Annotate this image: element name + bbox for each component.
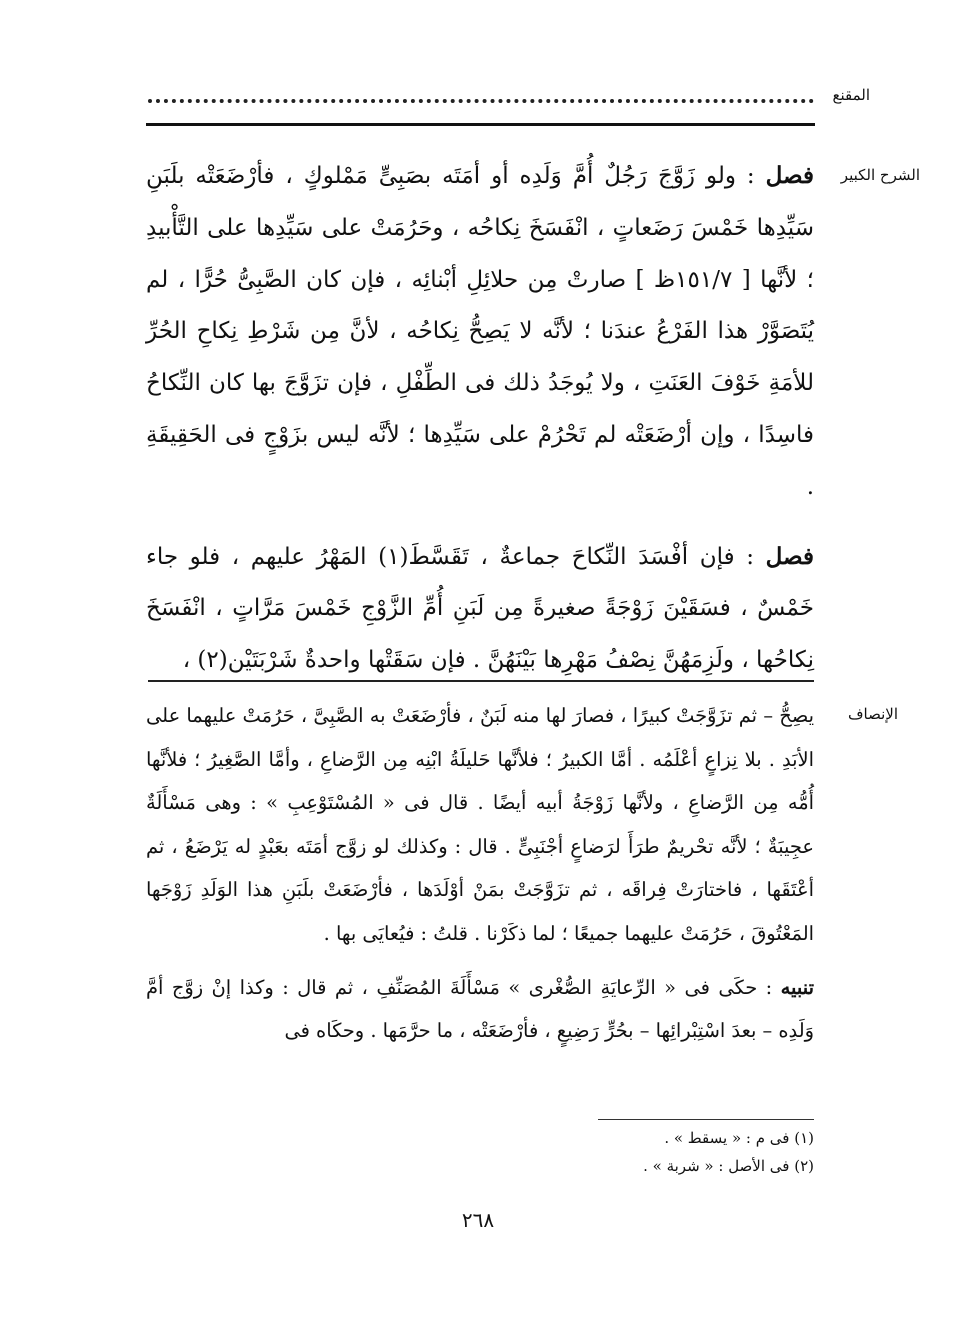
paragraph-text: : ولو زَوَّجَ رَجُلٌ أُمَّ وَلَدِه أو أمَتَه بصَبِىٍّ مَمْلوكٍ ، فأرْضَعَتْه بلَبَنِ سَيِّدِها خَمْسَ رَضَعاتٍ ، انْفَسَخَ نِكاحُه ، وحَرُمَتْ على سَيِّدِها على التَّأْبيدِ ؛ لأنَّها [ ١٥١/٧ظ ] صارتْ مِن حلائِلِ أبْنائِه ، فإن كان الصَّبِىُّ حُرًّا ، لم يُتَصَوَّرْ هذا الفَرْعُ عندَنا ؛ لأنَّه لا يَصِحُّ نِكاحُه ، لأنَّ مِن شَرْطِ نِكاحِ الحُرِّ للأمَةِ خَوْفَ العَنَتِ ، ولا يُوجَدُ ذلك فى الطِّفْلِ ، فإن تزَوَّجَ بها كان النِّكاحُ فاسِدًا ، وإن أرْضَعَتْه لم تَحْرُمْ على سَيِّدِها ؛ لأنَّه ليس بزَوْجٍ فى الحَقِيقَةِ . — [146, 163, 814, 500]
section-heading: فصل — [765, 162, 814, 189]
running-header-title: المقنع — [832, 86, 870, 104]
side-label-sharh: الشرح الكبير — [840, 166, 920, 184]
footnote-rule — [598, 1119, 814, 1120]
side-label-insaf: الإنصاف — [847, 705, 898, 723]
insaf-paragraph-1: يصِحُّ – ثم تزَوَّجَتْ كبيرًا ، فصارَ لها منه لَبَنٌ ، فأرْضَعَتْ به الصَّبِىَّ ، حَرُمَتْ عليهما على الأبَدِ . بلا نِزاعٍ أعْلَمُه . أمَّا الكبيرُ ؛ فلأنَّها حَليلَةُ ابْنِه مِن الرَّضاعِ ، وأمَّا الصَّغِيرُ ؛ فلأنَّها أُمُّه مِن الرَّضاعِ ، ولأنَّها زَوْجَةُ أبيه أيضًا . قال فى « المُسْتَوْعِبِ » : وهى مَسْأَلَةٌ عجِيبَةٌ ؛ لأنَّه تحْريمٌ طرَأَ لرَضاعٍ أجْنَبِىٍّ . قال : وكذلك لو زوَّج أمَتَه بعَبْدٍ له يَرْضَعُ ، ثم أعْتَقَها ، فاختارَتْ فِراقَه ، ثم تزَوَّجَتْ بمَنْ أوْلَدَها ، فأرْضَعَتْ بلَبَنِ هذا الوَلَدِ زَوْجَها المَعْتُوقَ ، حَرُمَتْ عليهما جميعًا ؛ لما ذكَرْنا . قلتُ : فيُعايَى بها . — [146, 704, 814, 945]
page-number: ٢٦٨ — [461, 1208, 495, 1232]
section-heading: فصل — [765, 542, 814, 570]
paragraph-text: : فإن أفْسَدَ النِّكاحَ جماعةٌ ، تَقَسَّطَ(١) المَهْرُ عليهم ، فلو جاء خَمْسٌ ، فسَقَيْنَ زَوْجَةً صغيرةً مِن لَبَنِ أُمِّ الزَّوْجِ خَمْسَ مَرَّاتٍ ، انْفَسَخَ نِكاحُها ، ولَزِمَهُنَّ نِصْفُ مَهْرِها بَيْنَهُنَّ . فإن سَقَتْها واحدةٌ شَرْبَتَيْن(٢) ، — [146, 543, 814, 674]
main-paragraph-1 — [146, 150, 814, 514]
insaf-paragraph-2 — [146, 966, 814, 1053]
main-text-block — [146, 150, 814, 687]
header-dotted-line — [148, 99, 814, 103]
insaf-text-block — [146, 694, 814, 1053]
main-paragraph-2 — [146, 531, 814, 687]
section-divider — [148, 680, 814, 682]
note-heading: تنبيه — [780, 975, 814, 999]
header-rule — [146, 123, 815, 126]
footnote-2: (٢) فى الأصل : « شربة » . — [643, 1157, 814, 1175]
footnote-1: (١) فى م : « يسقط » . — [664, 1129, 814, 1147]
paragraph-text: : حكَى فى « الرِّعايَةِ الصُّغْرى » مَسْأَلَةَ المُصَنِّفِ ، ثم قال : وكذا إنْ زوَّج أمَّ وَلَدِه – بعدَ اسْتِبْرائِها – بحُرٍّ رَضِيعٍ ، فأرْضَعَتْه ، ما حرَّمَها . وحكَاه فى — [146, 975, 814, 1043]
footnotes — [400, 1124, 814, 1180]
